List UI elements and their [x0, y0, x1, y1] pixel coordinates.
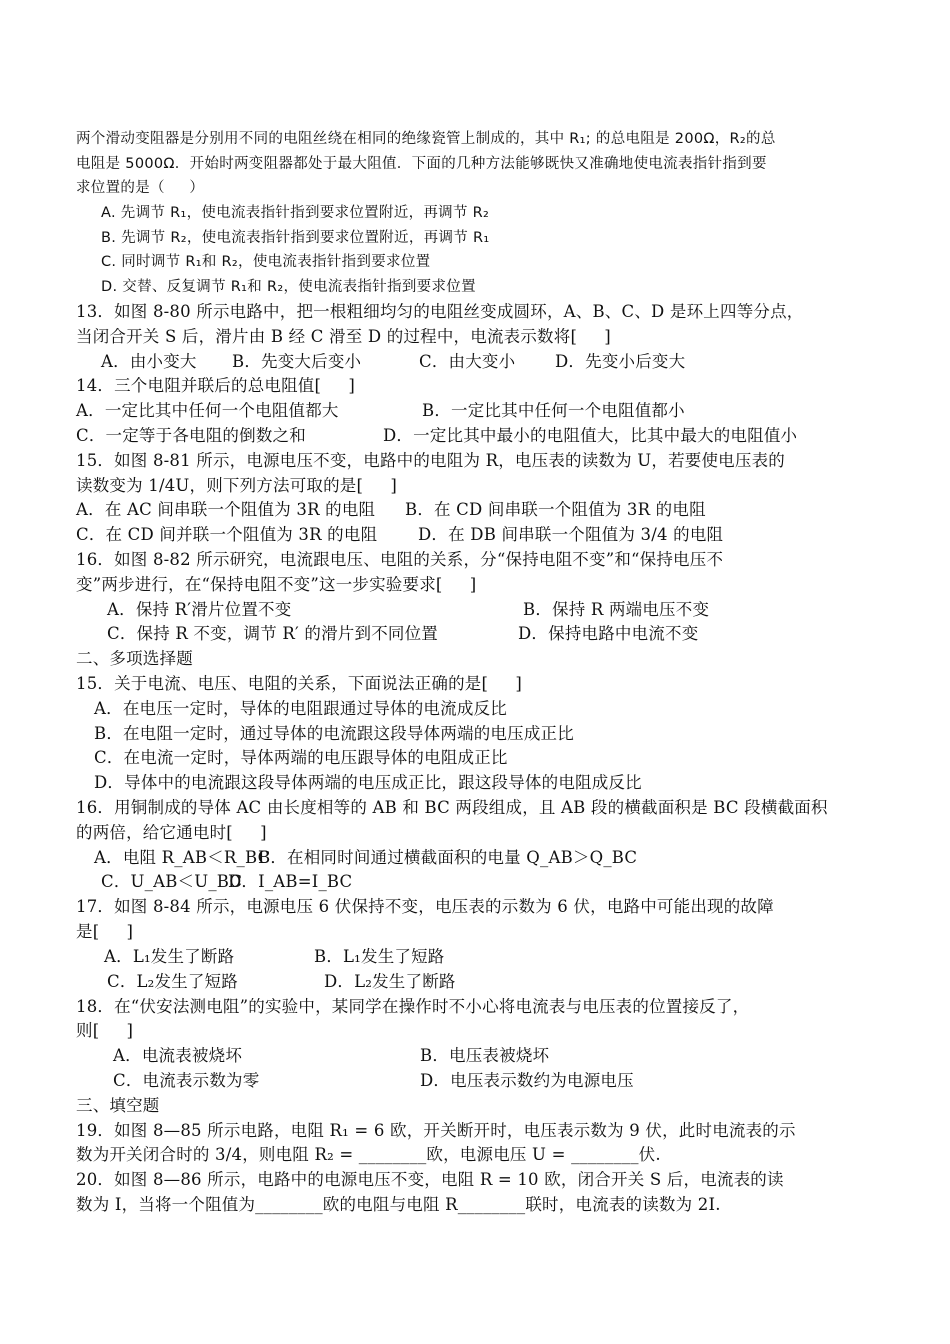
q16-option-b: B．保持 R 两端电压不变: [523, 600, 710, 619]
m18-option-c: C．电流表示数为零: [113, 1071, 260, 1090]
m18-stem-line-1: 18．在“伏安法测电阻”的实验中，某同学在操作时不小心将电流表与电压表的位置接反了，: [76, 997, 750, 1016]
q14-option-c: C．一定等于各电阻的倒数之和: [76, 426, 306, 445]
q13-option-d: D．先变小后变大: [555, 352, 686, 371]
q16-option-a: A．保持 R′滑片位置不变: [107, 600, 292, 619]
m16-option-d: D．I_AB=I_BC: [228, 872, 353, 891]
m18-option-d: D．电压表示数约为电源电压: [420, 1071, 634, 1090]
q14-option-a: A．一定比其中任何一个电阻值都大: [76, 401, 339, 420]
q13-option-c: C．由大变小: [419, 352, 516, 371]
m17-stem-line-1: 17．如图 8-84 所示，电源电压 6 伏保持不变，电压表的示数为 6 伏，电路中可能出现的故障: [76, 897, 774, 916]
q14-option-d: D．一定比其中最小的电阻值大，比其中最大的电阻值小: [383, 426, 798, 445]
m17-option-c: C．L₂发生了短路: [107, 972, 238, 991]
q13-option-b: B．先变大后变小: [232, 352, 362, 371]
q14-option-b: B．一定比其中任何一个电阻值都小: [422, 401, 685, 420]
m16-stem-line-2: 的两倍，给它通电时[ ]: [76, 823, 267, 842]
q15-stem-line-1: 15．如图 8-81 所示，电源电压不变，电路中的电阻为 R，电压表的读数为 U，若要使电压表的: [76, 451, 785, 470]
q15-stem-line-2: 读数变为 1/4U，则下列方法可取的是[ ]: [76, 476, 398, 495]
m16-stem-line-1: 16．用铜制成的导体 AC 由长度相等的 AB 和 BC 两段组成，且 AB 段的横截面积是 BC 段横截面积: [76, 798, 828, 817]
m15-option-c: C．在电流一定时，导体两端的电压跟导体的电阻成正比: [94, 748, 508, 767]
m16-option-c: C．U_AB＜U_BC: [101, 872, 243, 891]
q16-stem-line-2: 变”两步进行，在“保持电阻不变”这一步实验要求[ ]: [76, 575, 477, 594]
m17-option-b: B．L₁发生了短路: [314, 947, 445, 966]
q15-option-a: A．在 AC 间串联一个阻值为 3R 的电阻: [76, 500, 376, 519]
f20-line-2: 数为 I，当将一个阻值为________欧的电阻与电阻 R________联时，电流表的读数为 2I.: [76, 1195, 721, 1214]
q16-option-c: C．保持 R 不变，调节 R′ 的滑片到不同位置: [107, 624, 438, 643]
q16-stem-line-1: 16．如图 8-82 所示研究，电流跟电压、电阻的关系，分“保持电阻不变”和“保持电压不: [76, 550, 724, 569]
f19-line-1: 19．如图 8—85 所示电路，电阻 R₁ = 6 欧，开关断开时，电压表示数为 9 伏，此时电流表的示: [76, 1121, 796, 1140]
m18-stem-line-2: 则[ ]: [76, 1021, 134, 1040]
q12-option-d: D. 交替、反复调节 R₁和 R₂，使电流表指针指到要求位置: [101, 279, 476, 295]
m15-option-b: B．在电阻一定时，通过导体的电流跟这段导体两端的电压成正比: [94, 724, 574, 743]
m17-stem-line-2: 是[ ]: [76, 922, 134, 941]
q13-option-a: A．由小变大: [101, 352, 197, 371]
q12-stem-line-1: 两个滑动变阻器是分别用不同的电阻丝绕在相同的绝缘瓷管上制成的，其中 R₁; 的总电阻是 200Ω，R₂的总: [76, 131, 776, 147]
q15-option-d: D．在 DB 间串联一个阻值为 3/4 的电阻: [418, 525, 724, 544]
q12-option-c: C. 同时调节 R₁和 R₂，使电流表指针指到要求位置: [101, 254, 431, 270]
m15-option-a: A．在电压一定时，导体的电阻跟通过导体的电流成反比: [94, 699, 507, 718]
m15-stem: 15．关于电流、电压、电阻的关系，下面说法正确的是[ ]: [76, 674, 522, 693]
q12-stem-line-3: 求位置的是（ ）: [76, 180, 205, 196]
q13-stem-line-1: 13．如图 8-80 所示电路中，把一根粗细均匀的电阻丝变成圆环，A、B、C、D 是环上四等分点，: [76, 302, 804, 321]
m18-option-b: B．电压表被烧坏: [420, 1046, 550, 1065]
m17-option-d: D．L₂发生了断路: [324, 972, 456, 991]
f20-line-1: 20．如图 8—86 所示，电路中的电源电压不变，电阻 R = 10 欧，闭合开关 S 后，电流表的读: [76, 1170, 784, 1189]
section-heading-multiple-choice: 二、多项选择题: [76, 649, 193, 668]
q13-stem-line-2: 当闭合开关 S 后，滑片由 B 经 C 滑至 D 的过程中，电流表示数将[ ]: [76, 327, 611, 346]
q16-option-d: D．保持电路中电流不变: [518, 624, 699, 643]
q12-option-b: B. 先调节 R₂，使电流表指针指到要求位置附近，再调节 R₁: [101, 230, 490, 246]
m18-option-a: A．电流表被烧坏: [113, 1046, 243, 1065]
m15-option-d: D．导体中的电流跟这段导体两端的电压成正比，跟这段导体的电阻成反比: [94, 773, 642, 792]
q12-option-a: A. 先调节 R₁，使电流表指针指到要求位置附近，再调节 R₂: [101, 205, 490, 221]
q14-stem: 14．三个电阻并联后的总电阻值[ ]: [76, 376, 355, 395]
q12-stem-line-2: 电阻是 5000Ω．开始时两变阻器都处于最大阻值．下面的几种方法能够既快又准确地使电流表指针指到要: [76, 156, 767, 172]
m17-option-a: A．L₁发生了断路: [104, 947, 235, 966]
f19-line-2: 数为开关闭合时的 3/4，则电阻 R₂ = ________欧，电源电压 U = ________伏.: [76, 1145, 661, 1164]
q15-option-b: B．在 CD 间串联一个阻值为 3R 的电阻: [405, 500, 706, 519]
q15-option-c: C．在 CD 间并联一个阻值为 3R 的电阻: [76, 525, 378, 544]
m16-option-b: B．在相同时间通过横截面积的电量 Q_AB＞Q_BC: [258, 848, 638, 867]
m16-option-a: A．电阻 R_AB＜R_BC: [94, 848, 271, 867]
section-heading-fill-blank: 三、填空题: [76, 1096, 160, 1115]
